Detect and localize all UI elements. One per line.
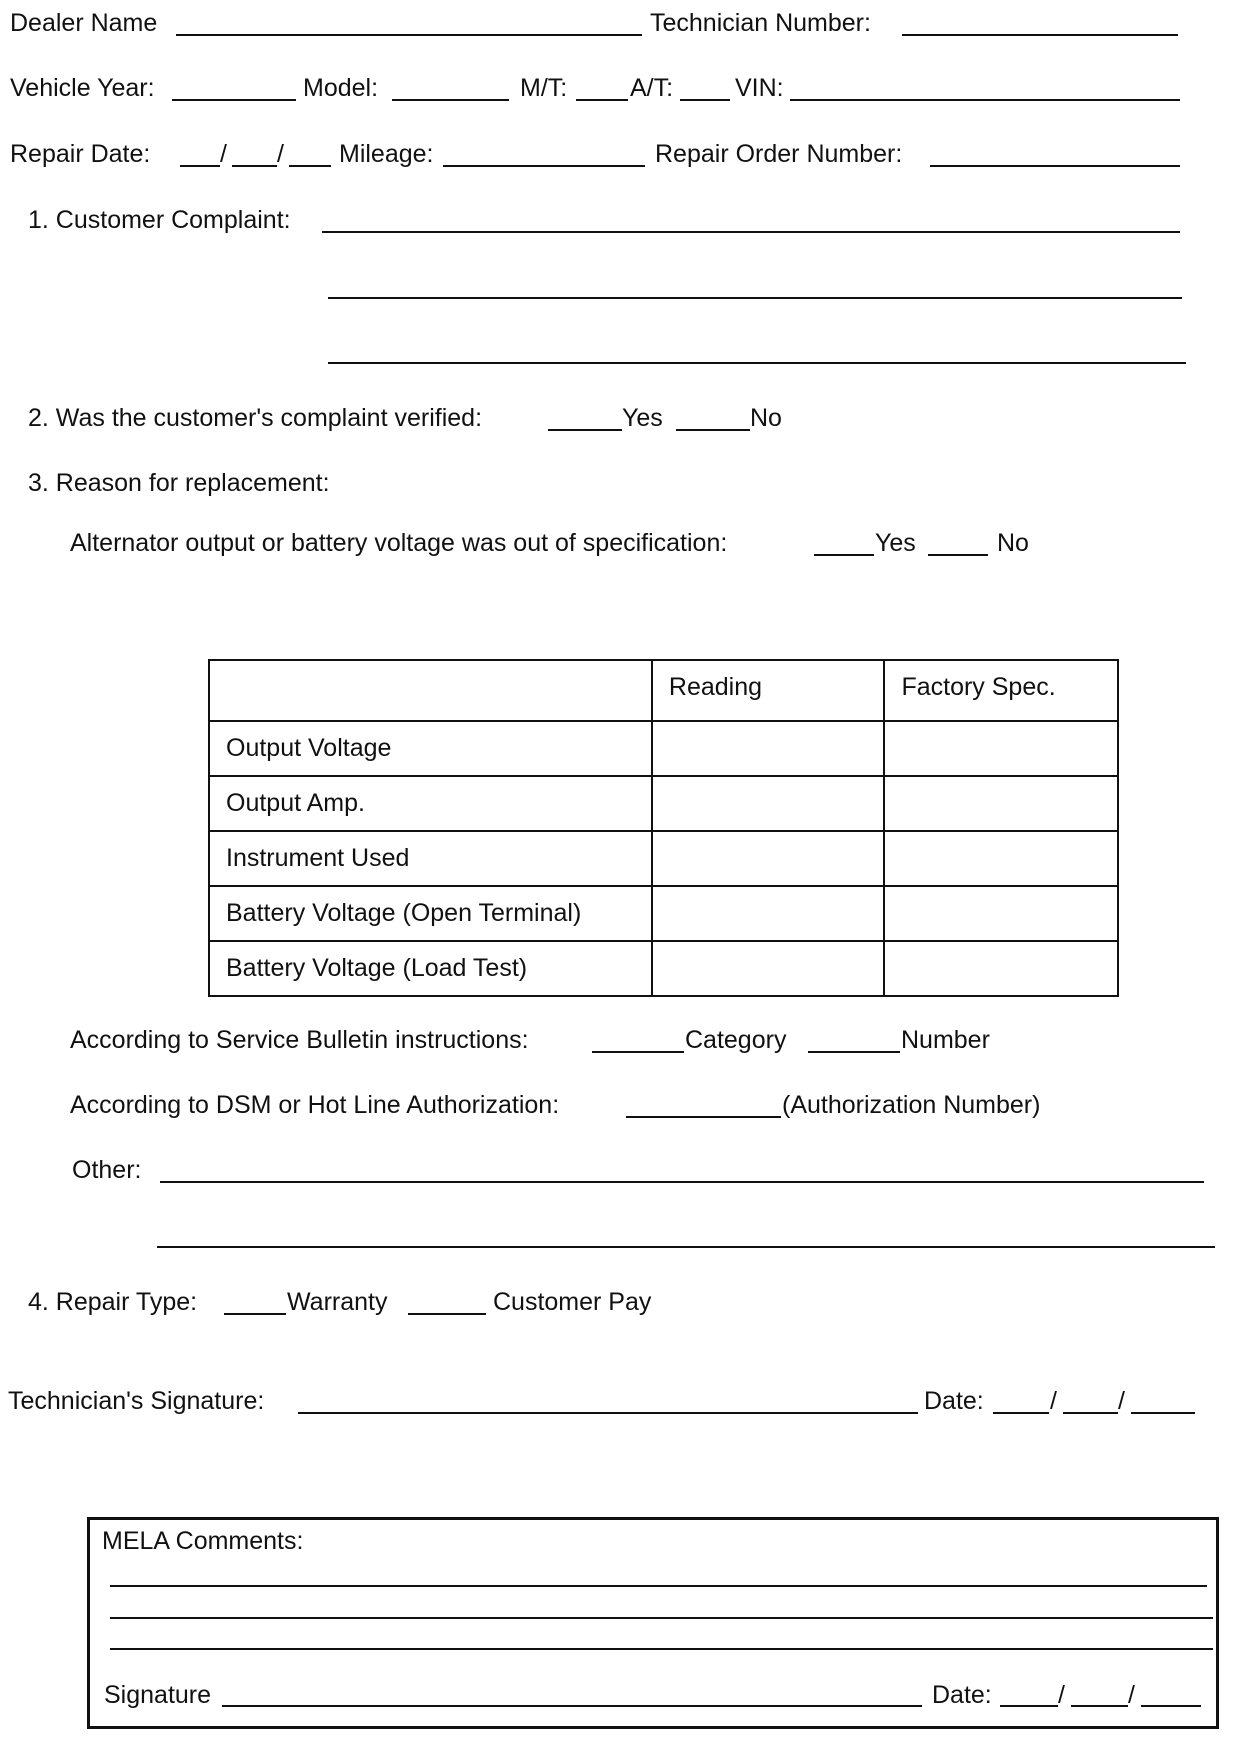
reading-cell[interactable] xyxy=(652,721,885,776)
repair-type-label: 4. Repair Type: xyxy=(28,1288,198,1316)
alternator-spec-no-field[interactable] xyxy=(928,554,988,556)
factory-spec-cell[interactable] xyxy=(884,831,1118,886)
factory-spec-cell[interactable] xyxy=(884,886,1118,941)
dealer-name-label: Dealer Name xyxy=(10,9,158,37)
repair-type-warranty-field[interactable] xyxy=(224,1313,286,1315)
table-header-cell xyxy=(209,660,652,721)
model-field[interactable] xyxy=(392,99,509,101)
repair-order-number-field[interactable] xyxy=(930,165,1180,167)
mela-date-day-field[interactable] xyxy=(1071,1705,1128,1707)
complaint-verified-yes-label: Yes xyxy=(622,404,663,432)
technician-date-month-field[interactable] xyxy=(993,1412,1049,1414)
customer-complaint-line-3[interactable] xyxy=(328,362,1186,364)
reading-cell[interactable] xyxy=(652,831,885,886)
reason-replacement-label: 3. Reason for replacement: xyxy=(28,469,330,497)
repair-date-label: Repair Date: xyxy=(10,140,151,168)
row-label: Output Amp. xyxy=(209,776,652,831)
at-field[interactable] xyxy=(680,99,730,101)
factory-spec-cell[interactable] xyxy=(884,776,1118,831)
at-label: A/T: xyxy=(630,74,674,102)
factory-spec-cell[interactable] xyxy=(884,941,1118,996)
date-separator: / xyxy=(220,140,227,168)
dsm-authorization-label: According to DSM or Hot Line Authorization: xyxy=(70,1091,560,1119)
mela-comments-line-1[interactable] xyxy=(110,1585,1207,1587)
model-label: Model: xyxy=(303,74,379,102)
customer-complaint-label: 1. Customer Complaint: xyxy=(28,206,291,234)
service-bulletin-number-field[interactable] xyxy=(808,1051,900,1053)
technician-date-label: Date: xyxy=(924,1387,984,1415)
date-separator: / xyxy=(1050,1387,1057,1415)
mela-date-label: Date: xyxy=(932,1681,992,1709)
reading-cell[interactable] xyxy=(652,886,885,941)
alternator-spec-yes-label: Yes xyxy=(875,529,916,557)
mt-field[interactable] xyxy=(576,99,628,101)
table-row xyxy=(209,831,1118,886)
readings-table xyxy=(208,659,1119,997)
vehicle-year-label: Vehicle Year: xyxy=(10,74,155,102)
repair-type-warranty-label: Warranty xyxy=(287,1288,388,1316)
service-bulletin-category-label: Category xyxy=(685,1026,787,1054)
repair-type-customer-pay-field[interactable] xyxy=(408,1313,486,1315)
vin-field[interactable] xyxy=(790,99,1180,101)
mela-signature-field[interactable] xyxy=(222,1705,922,1707)
technician-date-day-field[interactable] xyxy=(1063,1412,1118,1414)
row-label: Battery Voltage (Load Test) xyxy=(209,941,652,996)
technician-date-year-field[interactable] xyxy=(1131,1412,1195,1414)
table-row xyxy=(209,941,1118,996)
vin-label: VIN: xyxy=(735,74,784,102)
date-separator: / xyxy=(1118,1387,1125,1415)
factory-spec-cell[interactable] xyxy=(884,721,1118,776)
technician-number-label: Technician Number: xyxy=(650,9,871,37)
row-label: Battery Voltage (Open Terminal) xyxy=(209,886,652,941)
technician-number-field[interactable] xyxy=(902,34,1178,36)
complaint-verified-no-label: No xyxy=(750,404,782,432)
table-header-factory-spec: Factory Spec. xyxy=(884,660,1118,721)
repair-date-day-field[interactable] xyxy=(232,165,277,167)
repair-order-number-label: Repair Order Number: xyxy=(655,140,903,168)
complaint-verified-no-field[interactable] xyxy=(676,429,750,431)
mileage-label: Mileage: xyxy=(339,140,434,168)
dsm-authorization-field[interactable] xyxy=(626,1116,781,1118)
customer-complaint-line-1[interactable] xyxy=(322,231,1180,233)
date-separator: / xyxy=(277,140,284,168)
customer-complaint-line-2[interactable] xyxy=(328,297,1182,299)
other-line-2[interactable] xyxy=(157,1246,1215,1248)
repair-date-month-field[interactable] xyxy=(180,165,220,167)
table-row xyxy=(209,721,1118,776)
complaint-verified-yes-field[interactable] xyxy=(548,429,622,431)
reading-cell[interactable] xyxy=(652,776,885,831)
date-separator: / xyxy=(1128,1681,1135,1709)
table-header-reading: Reading xyxy=(652,660,885,721)
mela-date-year-field[interactable] xyxy=(1141,1705,1201,1707)
mela-comments-line-3[interactable] xyxy=(110,1648,1213,1650)
date-separator: / xyxy=(1058,1681,1065,1709)
mela-comments-line-2[interactable] xyxy=(110,1617,1213,1619)
mela-signature-label: Signature xyxy=(104,1681,212,1709)
row-label: Instrument Used xyxy=(209,831,652,886)
repair-date-year-field[interactable] xyxy=(289,165,331,167)
table-header-row xyxy=(209,660,1118,721)
service-bulletin-label: According to Service Bulletin instructions: xyxy=(70,1026,529,1054)
repair-type-customer-pay-label: Customer Pay xyxy=(493,1288,652,1316)
table-row xyxy=(209,776,1118,831)
service-bulletin-category-field[interactable] xyxy=(592,1051,684,1053)
table-row xyxy=(209,886,1118,941)
dealer-name-field[interactable] xyxy=(176,34,642,36)
technician-signature-field[interactable] xyxy=(298,1412,918,1414)
row-label: Output Voltage xyxy=(209,721,652,776)
mela-comments-label: MELA Comments: xyxy=(102,1527,304,1555)
technician-signature-label: Technician's Signature: xyxy=(8,1387,265,1415)
authorization-number-label: (Authorization Number) xyxy=(782,1091,1041,1119)
reading-cell[interactable] xyxy=(652,941,885,996)
alternator-spec-no-label: No xyxy=(997,529,1029,557)
alternator-spec-label: Alternator output or battery voltage was out of specification: xyxy=(70,529,728,557)
vehicle-year-field[interactable] xyxy=(172,99,296,101)
mt-label: M/T: xyxy=(520,74,568,102)
mela-date-month-field[interactable] xyxy=(1000,1705,1058,1707)
alternator-spec-yes-field[interactable] xyxy=(814,554,874,556)
service-bulletin-number-label: Number xyxy=(901,1026,990,1054)
other-line-1[interactable] xyxy=(160,1181,1204,1183)
mileage-field[interactable] xyxy=(443,165,645,167)
other-label: Other: xyxy=(72,1156,142,1184)
complaint-verified-label: 2. Was the customer's complaint verified: xyxy=(28,404,483,432)
